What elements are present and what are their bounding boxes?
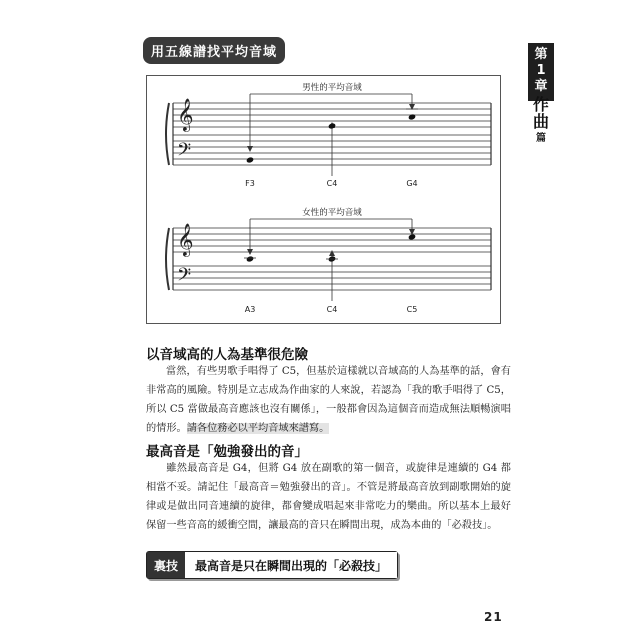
note-c5	[408, 233, 416, 240]
male-range-title: 男性的平均音域	[302, 83, 362, 93]
note-a3	[246, 255, 254, 262]
brace-icon	[166, 228, 169, 290]
paragraph-text: 當然，有些男歌手唱得了 C5，但基於這樣就以音域高的人為基準的話，會有非常高的風險。特別是立志成為作曲家的人來說，若認為「我的歌手唱得了 C5，所以 C5 當做最高音應該也沒有關係」，一般都會因為這個音而造成無法順暢演唱的情形。	[146, 366, 511, 434]
note-label: C5	[406, 305, 418, 314]
chapter-suffix: 篇	[536, 133, 546, 144]
paragraph-text: 雖然最高音是 G4，但將 G4 放在副歌的第一個音，或旋律是連續的 G4 都相當不妥。請記住「最高音＝勉強發出的音」。不管是將最高音放到副歌開始的旋律或是做出同音連續的旋律，都會變成唱起來非常吃力的樂曲。所以基本上最好保留一些音高的緩衝空間，讓最高的音只在瞬間出現，成為本曲的「必殺技」。	[146, 463, 511, 531]
chapter-title: 作曲	[532, 95, 549, 131]
body-paragraph	[146, 459, 511, 535]
bass-clef-icon: 𝄢	[177, 140, 192, 165]
chapter-tab-number: 1	[536, 63, 546, 78]
chapter-tab-char: 第	[534, 47, 548, 62]
note-c4	[328, 122, 336, 129]
section-heading: 最高音是「勉強發出的音」	[146, 444, 308, 460]
body-paragraph	[146, 362, 511, 438]
chapter-tab	[528, 43, 554, 101]
section-tag: 用五線譜找平均音域	[143, 37, 285, 64]
treble-clef-icon: 𝄞	[177, 98, 194, 131]
range-figure	[146, 75, 501, 324]
bass-clef-icon: 𝄢	[177, 265, 192, 290]
note-label: A3	[244, 305, 256, 314]
arrow-icon	[247, 146, 253, 152]
trick-callout	[146, 551, 398, 579]
brace-icon	[166, 103, 169, 165]
trick-text: 最高音是只在瞬間出現的「必殺技」	[185, 552, 397, 578]
note-label: G4	[406, 179, 418, 188]
trick-label: 裏技	[147, 552, 185, 578]
chapter-tab-char: 章	[534, 79, 548, 94]
treble-clef-icon: 𝄞	[177, 223, 194, 256]
note-label: C4	[326, 179, 338, 188]
section-heading: 以音域高的人為基準很危險	[146, 347, 308, 363]
staff-figure	[147, 76, 500, 323]
page-number: 21	[484, 610, 503, 624]
note-g4	[408, 113, 416, 120]
arrow-icon	[329, 250, 335, 256]
female-range-title: 女性的平均音域	[302, 208, 362, 218]
note-f3	[246, 156, 254, 163]
note-label: C4	[326, 305, 338, 314]
highlighted-text: 請各位務必以平均音域來譜寫。	[186, 423, 330, 434]
chapter-name	[530, 96, 552, 147]
note-label: F3	[245, 179, 255, 188]
